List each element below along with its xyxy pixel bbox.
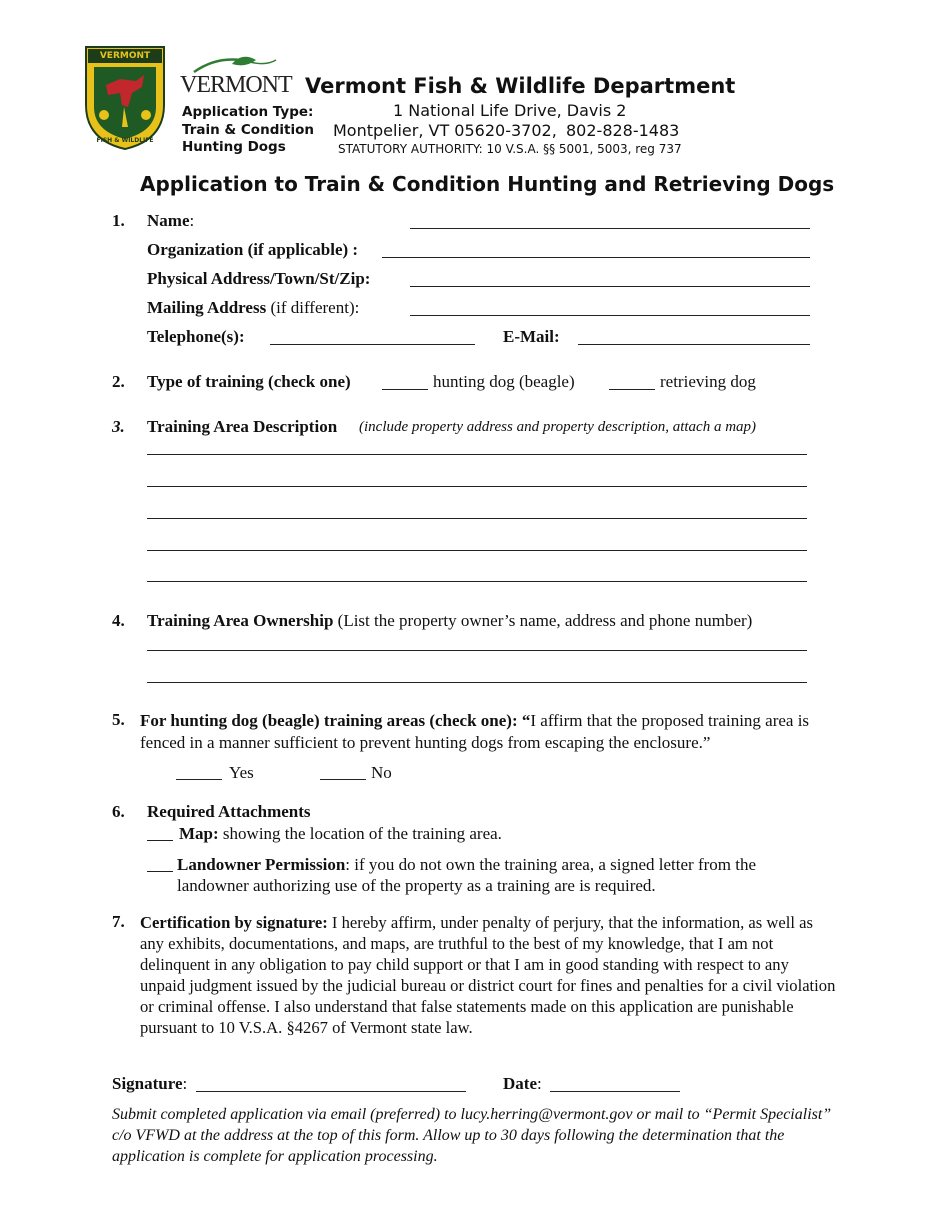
- fencing-quote-mark: “: [521, 711, 531, 730]
- section-7-number: 7.: [112, 912, 125, 931]
- hunting-dog-checkbox[interactable]: [382, 389, 428, 390]
- name-label: Name: [147, 211, 190, 230]
- section-5-number: 5.: [112, 710, 125, 729]
- department-address-1: 1 National Life Drive, Davis 2: [393, 101, 627, 120]
- certification-text: I hereby affirm, under penalty of perjury, that the information, as well as any exhibits, documentations, and maps, are truthful to the best of my knowledge, that I am not delinquent in any obligation to pay child support or that I am in good standing with respect to any unpaid judgment issued by the judicial bureau or district court for fines and penalties for a civil violation or criminal offense. I also understand that false statements made on this application are punishable pursuant to 10 V.S.A. §4267 of Vermont state law.: [140, 913, 836, 1037]
- description-line-2[interactable]: [147, 486, 807, 487]
- fencing-label: For hunting dog (beagle) training areas (check one):: [140, 711, 518, 730]
- physical-address-label: Physical Address/Town/St/Zip:: [147, 269, 371, 288]
- section-3-number: 3.: [112, 417, 125, 436]
- yes-option: Yes: [229, 763, 254, 782]
- training-area-description-note: (include property address and property description, attach a map): [359, 419, 757, 435]
- ownership-row: [147, 611, 752, 631]
- permission-checkbox[interactable]: [147, 871, 173, 872]
- department-address-2: Montpelier, VT 05620-3702,: [333, 121, 557, 140]
- section-2-number: 2.: [112, 372, 125, 391]
- fencing-affirmation: [140, 710, 840, 754]
- telephone-label: Telephone(s):: [147, 327, 245, 346]
- mailing-address-label: Mailing Address: [147, 298, 267, 317]
- vermont-state-logo: [180, 52, 292, 98]
- training-area-description-label: Training Area Description: [147, 417, 338, 436]
- date-label: Date: [503, 1074, 537, 1093]
- description-line-3[interactable]: [147, 518, 807, 519]
- crest-text-top: VERMONT: [99, 51, 151, 61]
- permission-text: : if you do not own the training area, a signed letter from the landowner authorizing use of the property as a training are is required.: [177, 855, 757, 895]
- submission-instructions: Submit completed application via email (preferred) to lucy.herring@vermont.gov or mail to “Permit Specialist” c/o VFWD at the address at the top of this form. Allow up to 30 days following the determination that the application is complete for application processing.: [112, 1106, 832, 1165]
- name-label-row: [147, 211, 194, 231]
- state-logo-text: VERMONT: [180, 72, 292, 98]
- date-row: [503, 1074, 542, 1094]
- section-4-number: 4.: [112, 611, 125, 630]
- fencing-text: I affirm that the proposed training area is fenced in a manner sufficient to prevent hunting dogs from escaping the enclosure.”: [140, 711, 810, 752]
- name-field[interactable]: [410, 228, 810, 229]
- training-type-label: Type of training (check one): [147, 372, 351, 391]
- department-name: Vermont Fish & Wildlife Department: [305, 74, 736, 98]
- application-type-label: Application Type:: [182, 104, 314, 120]
- mailing-address-note: (if different):: [270, 298, 360, 317]
- signature-label: Signature: [112, 1074, 183, 1093]
- signature-colon: :: [182, 1074, 188, 1093]
- retrieving-dog-checkbox[interactable]: [609, 389, 655, 390]
- ownership-label: Training Area Ownership: [147, 611, 334, 630]
- telephone-field[interactable]: [270, 344, 475, 345]
- email-label: E-Mail:: [503, 327, 560, 346]
- crest-text-bottom: FISH & WILDLIFE: [96, 137, 154, 144]
- application-type-value-1: Train & Condition: [182, 122, 314, 138]
- certification-label: Certification by signature:: [140, 913, 328, 932]
- retrieving-dog-option: retrieving dog: [660, 372, 756, 391]
- ownership-line-1[interactable]: [147, 650, 807, 651]
- no-option: No: [371, 763, 392, 782]
- certification-paragraph: [140, 912, 838, 1038]
- description-line-1[interactable]: [147, 454, 807, 455]
- description-line-5[interactable]: [147, 581, 807, 582]
- department-phone: 802-828-1483: [566, 121, 680, 140]
- permission-row: [177, 854, 817, 896]
- map-checkbox[interactable]: [147, 840, 173, 841]
- section-1-number: 1.: [112, 211, 125, 230]
- signature-row: [112, 1074, 187, 1094]
- signature-field[interactable]: [196, 1091, 466, 1092]
- map-row: [179, 824, 502, 844]
- no-checkbox[interactable]: [320, 779, 366, 780]
- physical-address-field[interactable]: [410, 286, 810, 287]
- statutory-authority: STATUTORY AUTHORITY: 10 V.S.A. §§ 5001, 5003, reg 737: [338, 142, 682, 156]
- section-6-number: 6.: [112, 802, 125, 821]
- mailing-address-row: [147, 298, 359, 318]
- email-field[interactable]: [578, 344, 810, 345]
- date-colon: :: [536, 1074, 542, 1093]
- name-colon: :: [189, 211, 195, 230]
- form-title: Application to Train & Condition Hunting and Retrieving Dogs: [140, 172, 835, 196]
- crest-logo: [84, 45, 166, 151]
- ownership-line-2[interactable]: [147, 682, 807, 683]
- hunting-dog-option: hunting dog (beagle): [433, 372, 575, 391]
- date-field[interactable]: [550, 1091, 680, 1092]
- description-line-4[interactable]: [147, 550, 807, 551]
- application-type-value-2: Hunting Dogs: [182, 139, 286, 155]
- permission-label: Landowner Permission: [177, 855, 346, 874]
- ownership-note: (List the property owner’s name, address and phone number): [337, 611, 753, 630]
- yes-checkbox[interactable]: [176, 779, 222, 780]
- map-text: showing the location of the training area.: [222, 824, 502, 843]
- map-label: Map:: [179, 824, 219, 843]
- attachments-label: Required Attachments: [147, 802, 311, 821]
- organization-label: Organization (if applicable) :: [147, 240, 359, 259]
- organization-field[interactable]: [382, 257, 810, 258]
- mailing-address-field[interactable]: [410, 315, 810, 316]
